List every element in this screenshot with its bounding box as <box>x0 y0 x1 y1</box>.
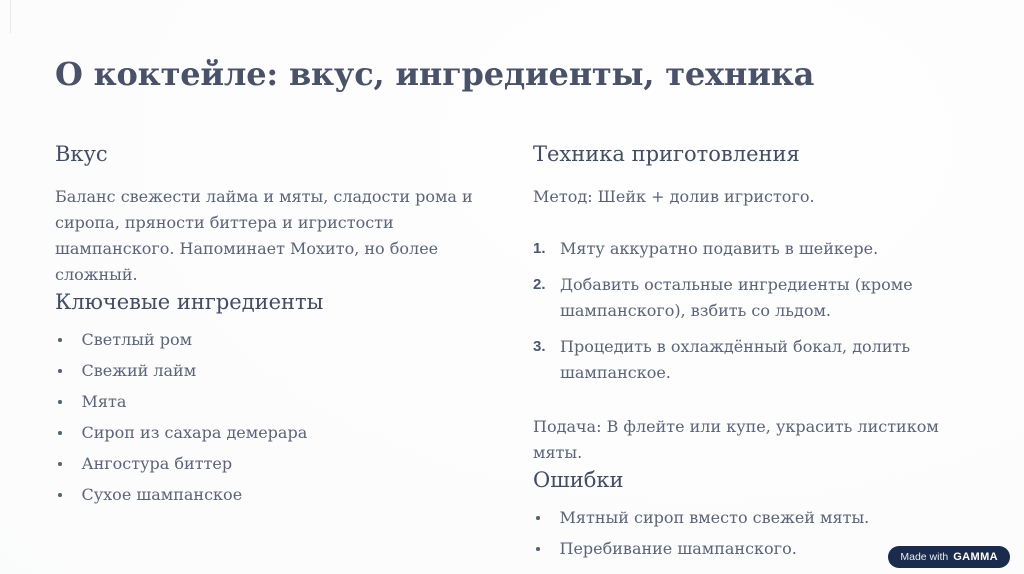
bullet-dot-icon <box>58 369 62 373</box>
list-item-label: Перебивание шампанского. <box>559 539 797 558</box>
bullet-dot-icon <box>58 338 62 342</box>
mistakes-heading: Ошибки <box>533 468 624 492</box>
step-label: Добавить остальные ингредиенты (кроме шампанского), взбить со льдом. <box>560 275 913 320</box>
step-number: 2. <box>533 276 546 293</box>
step-item <box>533 236 993 262</box>
technique-heading: Техника приготовления <box>533 142 800 166</box>
list-item-label: Светлый ром <box>81 330 193 349</box>
step-number: 1. <box>533 240 546 257</box>
list-item <box>55 423 500 443</box>
list-item <box>55 392 500 412</box>
left-column <box>55 140 500 570</box>
taste-text: Баланс свежести лайма и мяты, сладости рома и сиропа, пряности биттера и игристости шампанского. Напоминает Мохито, но более сложный. <box>55 187 473 284</box>
gamma-logo: GAMMA <box>953 551 998 563</box>
serve-text: Подача: В флейте или купе, украсить листиком мяты. <box>533 417 939 462</box>
right-column <box>533 140 993 570</box>
list-item <box>55 361 500 381</box>
bullet-dot-icon <box>58 431 62 435</box>
bullet-dot-icon <box>536 516 540 520</box>
ingredients-list <box>55 330 500 505</box>
step-item <box>533 334 993 386</box>
list-item-label: Мята <box>81 392 127 411</box>
bullet-dot-icon <box>58 400 62 404</box>
ingredients-heading: Ключевые ингредиенты <box>55 290 324 314</box>
list-item <box>55 330 500 350</box>
list-item-label: Сироп из сахара демерара <box>81 423 308 442</box>
made-with-gamma-badge[interactable] <box>888 546 1010 568</box>
slide-title: О коктейле: вкус, ингредиенты, техника <box>55 55 815 93</box>
method-text: Метод: Шейк + долив игристого. <box>533 187 815 206</box>
step-number: 3. <box>533 338 546 355</box>
step-label: Процедить в охлаждённый бокал, долить шампанское. <box>560 337 911 382</box>
list-item <box>55 485 500 505</box>
list-item-label: Сухое шампанское <box>81 485 243 504</box>
bullet-dot-icon <box>58 493 62 497</box>
list-item <box>55 454 500 474</box>
step-label: Мяту аккуратно подавить в шейкере. <box>560 239 879 258</box>
step-item <box>533 272 993 324</box>
list-item-label: Ангостура биттер <box>81 454 233 473</box>
list-item-label: Свежий лайм <box>81 361 197 380</box>
bullet-dot-icon <box>536 547 540 551</box>
list-item <box>533 508 993 528</box>
badge-prefix-label: Made with <box>900 551 949 563</box>
technique-steps-list <box>533 236 993 386</box>
page-edge-line <box>10 0 11 33</box>
bullet-dot-icon <box>58 462 62 466</box>
list-item-label: Мятный сироп вместо свежей мяты. <box>559 508 870 527</box>
content-columns <box>55 140 994 570</box>
taste-heading: Вкус <box>55 142 108 166</box>
